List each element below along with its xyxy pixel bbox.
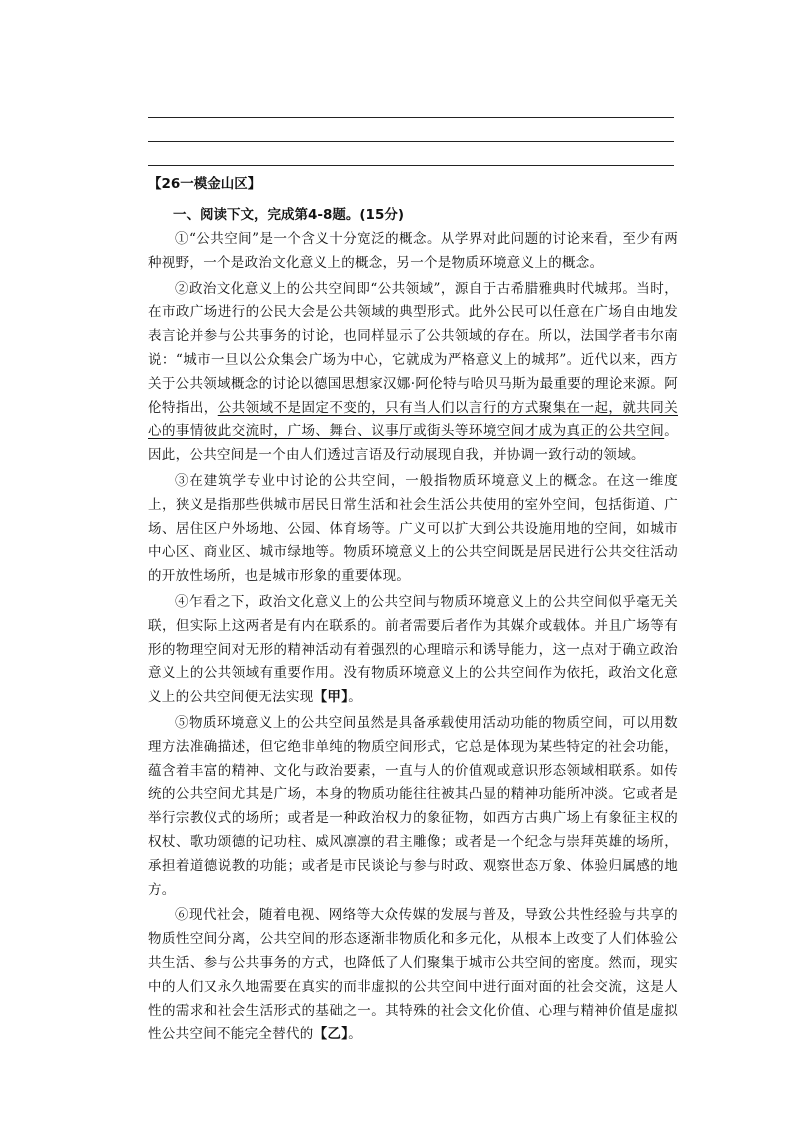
reading-passage <box>148 228 678 1049</box>
paragraph-5-text: ⑤物质环境意义上的公共空间虽然是具备承载使用活动功能的物质空间，可以用数理方法准确描述，但它绝非单纯的物质空间形式，它总是体现为某些特定的社会功能，蕴含着丰富的精神、文化与政治要素，一直与人的价值观或意识形态领域相联系。如传统的公共空间尤其是广场，本身的物质功能往往被其凸显的精神功能所冲淡。它或者是举行宗教仪式的场所；或者是一种政治权力的象征物，如西方古典广场上有象征主权的权杖、歌功颂德的记功柱、威风凛凛的君主雕像；或者是一个纪念与崇拜英雄的场所，承担着道德说教的功能；或者是市民谈论与参与时政、观察世态万象、体验归属感的地方。 <box>148 714 678 898</box>
blank-mark-jia: 【甲】 <box>313 689 349 706</box>
paragraph-2-text-before: ②政治文化意义上的公共空间即“公共领域”，源自于古希腊雅典时代城邦。当时，在市政广场进行的公民大会是公共领域的典型形式。此外公民可以任意在广场自由地发表言论并参与公共事务的讨论，也同样显示了公共领域的存在。所以，法国学者韦尔南说：“城市一旦以公众集会广场为中心，它就成为严格意义上的城邦”。近代以来，西方关于公共领域概念的讨论以德国思想家汉娜·阿伦特与哈贝马斯为最重要的理论来源。阿伦特指出， <box>148 280 678 416</box>
answer-line-1 <box>148 117 674 118</box>
paragraph-3 <box>148 470 678 589</box>
answer-line-2 <box>148 141 674 142</box>
paragraph-6-text-after: 。 <box>348 1026 363 1043</box>
answer-line-3 <box>148 165 674 166</box>
paragraph-1 <box>148 228 678 276</box>
paragraph-4-text-after: 。 <box>348 689 363 706</box>
blank-mark-yi: 【乙】 <box>313 1026 349 1043</box>
paragraph-1-text: ①“公共空间”是一个含义十分宽泛的概念。从学界对此问题的讨论来看，至少有两种视野，一个是政治文化意义上的概念，另一个是物质环境意义上的概念。 <box>148 231 678 271</box>
paragraph-6 <box>148 904 678 1047</box>
paragraph-5 <box>148 712 678 902</box>
paragraph-4 <box>148 591 678 710</box>
paragraph-4-text: ④乍看之下，政治文化意义上的公共空间与物质环境意义上的公共空间似乎毫无关联，但实际上这两者是有内在联系的。前者需要后者作为其媒介或载体。并且广场等有形的物理空间对无形的精神活动有着强烈的心理暗示和诱导能力，这一点对于确立政治意义上的公共领域有重要作用。没有物质环境意义上的公共空间作为依托，政治文化意义上的公共空间便无法实现 <box>148 593 678 706</box>
paragraph-2-text-after: 。因此，公共空间是一个由人们透过言语及行动展现自我，并协调一致行动的领域。 <box>148 423 678 464</box>
paragraph-3-text: ③在建筑学专业中讨论的公共空间，一般指物质环境意义上的概念。在这一维度上，狭义是指那些供城市居民日常生活和社会生活公共使用的室外空间，包括街道、广场、居住区户外场地、公园、体育场等。广义可以扩大到公共设施用地的空间，如城市中心区、商业区、城市绿地等。物质环境意义上的公共空间既是居民进行公共交往活动的开放性场所，也是城市形象的重要体现。 <box>148 472 678 585</box>
paragraph-2 <box>148 278 678 468</box>
paragraph-6-text: ⑥现代社会，随着电视、网络等大众传媒的发展与普及，导致公共性经验与共享的物质性空间分离，公共空间的形态逐渐非物质化和多元化，从根本上改变了人们体验公共生活、参与公共事务的方式，也降低了人们聚集于城市公共空间的密度。然而，现实中的人们又永久地需要在真实的而非虚拟的公共空间中进行面对面的社会交流，这是人性的需求和社会生活形式的基础之一。其特殊的社会文化价值、心理与精神价值是虚拟性公共空间不能完全替代的 <box>148 907 678 1043</box>
source-title: 【26一模金山区】 <box>148 176 262 192</box>
question-heading: 一、阅读下文，完成第4-8题。(15分) <box>173 207 405 223</box>
paragraph-2-underlined-sentence: 公共领域不是固定不变的，只有当人们以言行的方式聚集在一起，就共同关心的事情彼此交流时，广场、舞台、议事厅或街头等环境空间才成为真正的公共空间 <box>148 399 679 440</box>
